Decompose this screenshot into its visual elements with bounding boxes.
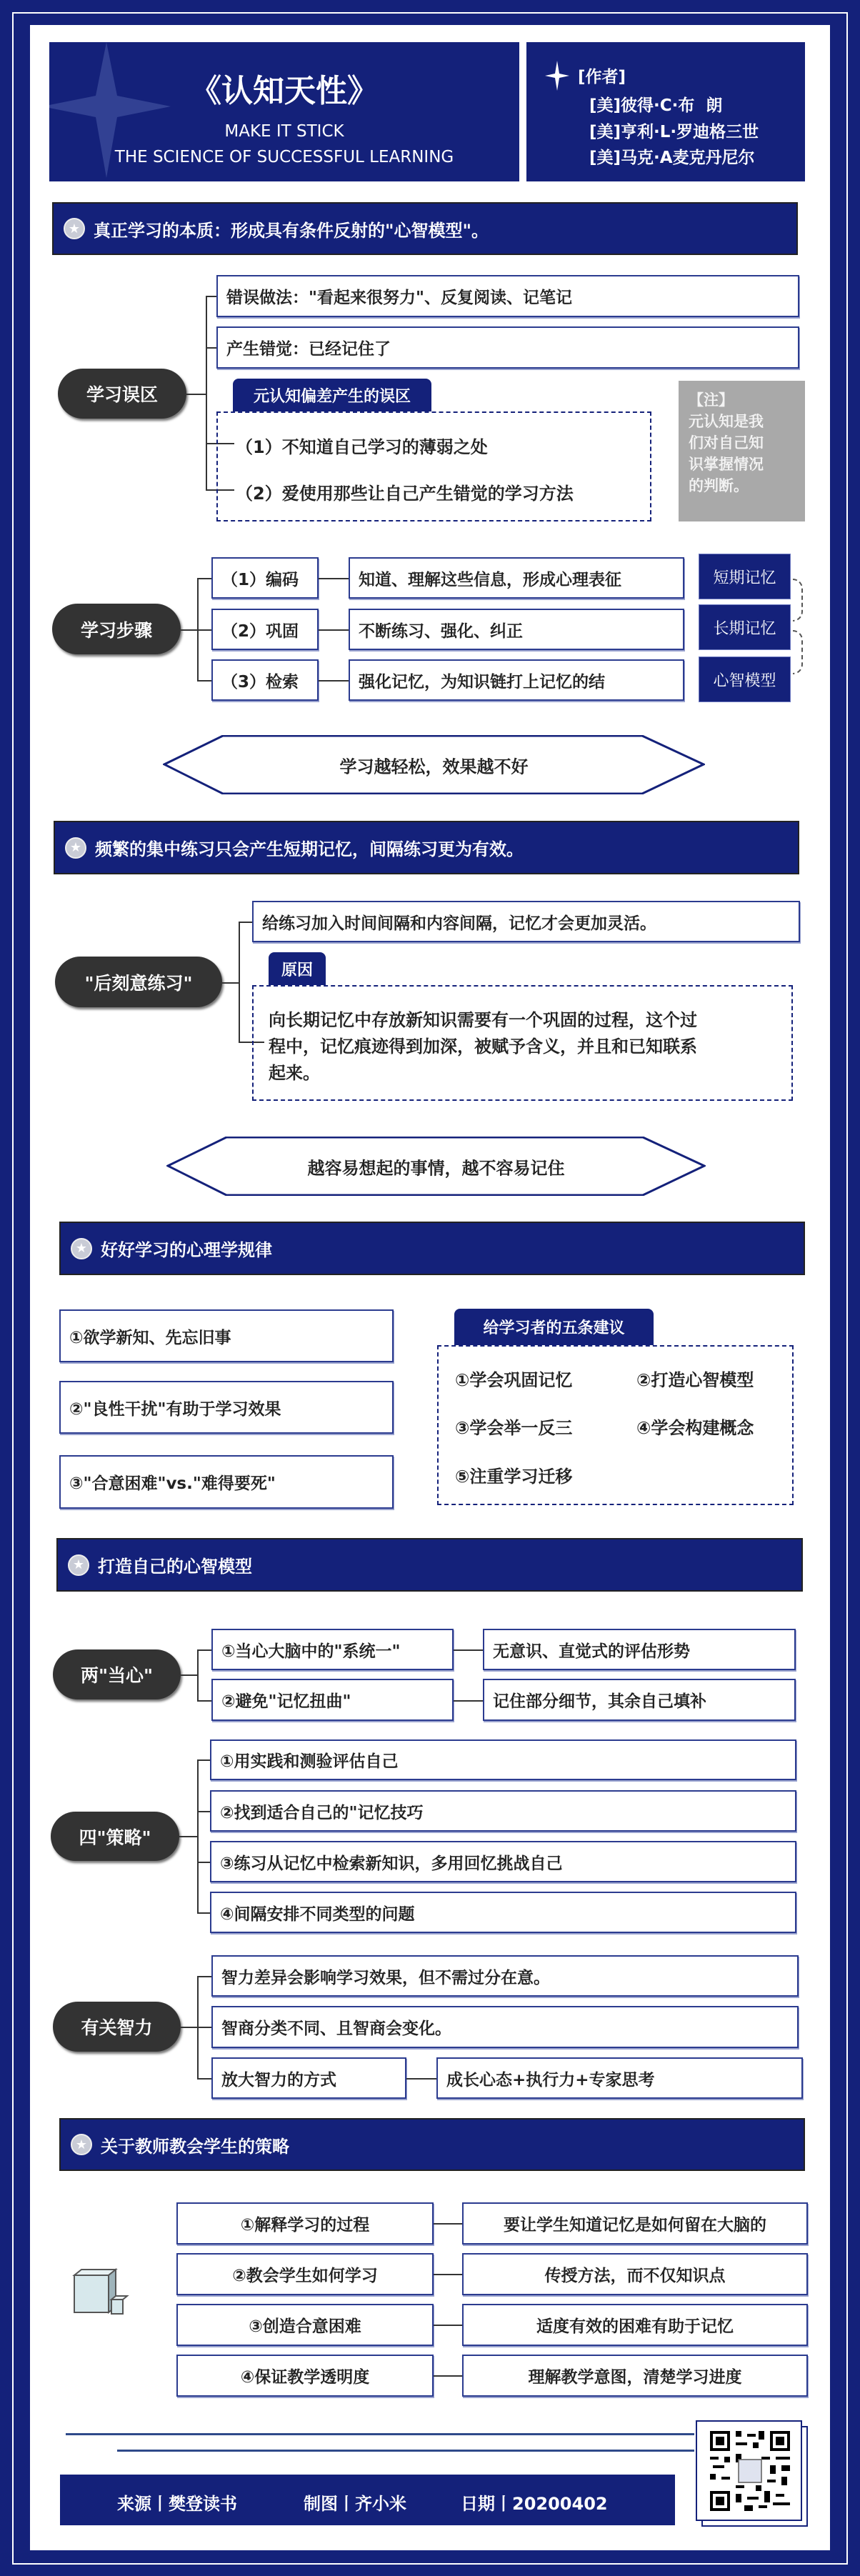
footer-divider xyxy=(117,2450,694,2452)
connector-line xyxy=(319,629,349,631)
connector-line xyxy=(181,1674,197,1676)
law-row: ②"良性干扰"有助于学习效果 xyxy=(59,1381,394,1434)
caution-item: ①当心大脑中的"系统一" xyxy=(211,1629,454,1670)
node-learning-steps: 学习步骤 xyxy=(52,604,181,654)
connector-line xyxy=(181,629,197,631)
connector-line xyxy=(454,1649,483,1651)
law-row: ③"合意困难"vs."难得要死" xyxy=(59,1455,394,1509)
connector-line xyxy=(197,2078,211,2080)
tip-item: ③学会举一反三 xyxy=(455,1418,573,1438)
banner-easy-recall xyxy=(166,1137,706,1196)
author-2: [美]亨利·L·罗迪格三世 xyxy=(589,123,759,141)
reason-line: 起来。 xyxy=(269,1063,320,1083)
connector-line xyxy=(197,1700,211,1702)
footer-maker: 制图丨齐小米 xyxy=(304,2494,406,2514)
connector-line xyxy=(197,2027,211,2028)
connector-line xyxy=(434,2223,462,2225)
reason-line: 程中，记忆痕迹得到加深，被赋予含义，并且和已知联系 xyxy=(269,1037,697,1057)
connector-line xyxy=(197,1976,211,1977)
tip-item: ④学会构建概念 xyxy=(636,1418,754,1438)
connector-line xyxy=(406,2078,436,2080)
connector-line xyxy=(197,629,211,631)
connector-line xyxy=(434,2274,462,2275)
note-line: 识掌握情况 xyxy=(689,456,764,473)
section-heading-text: 真正学习的本质：形成具有条件反射的"心智模型"。 xyxy=(94,220,489,241)
book-title: 《认知天性》 xyxy=(190,73,379,109)
step-description: 不断练习、强化、纠正 xyxy=(349,609,684,650)
section-heading-5 xyxy=(59,2118,805,2171)
author-3: [美]马克·A麦克丹尼尔 xyxy=(589,149,755,167)
section-heading-text: 打造自己的心智模型 xyxy=(98,1557,252,1577)
connector-line xyxy=(197,1649,211,1651)
note-box xyxy=(679,381,805,521)
connector-line xyxy=(434,2375,462,2377)
connector-line xyxy=(319,680,349,682)
footer-source: 来源丨樊登读书 xyxy=(117,2494,237,2514)
connector-line xyxy=(206,347,216,349)
caution-description: 无意识、直觉式的评估形势 xyxy=(483,1629,796,1670)
banner-text: 学习越轻松，效果越不好 xyxy=(339,757,529,777)
banner-text: 越容易想起的事情，越不容易记住 xyxy=(307,1158,565,1178)
teacher-strategy: ③创造合意困难 xyxy=(176,2304,434,2346)
mistake-row: 错误做法："看起来很努力"、反复阅读、记笔记 xyxy=(216,275,799,317)
metacognition-tab: 元认知偏差产生的误区 xyxy=(233,379,431,411)
teacher-strategy: ①解释学习的过程 xyxy=(176,2202,434,2245)
node-deliberate-practice: "后刻意练习" xyxy=(55,957,222,1007)
title-box xyxy=(49,42,519,181)
section-heading-text: 频繁的集中练习只会产生短期记忆，间隔练习更为有效。 xyxy=(95,839,524,859)
connector-line xyxy=(454,1700,483,1702)
footer-divider xyxy=(66,2433,694,2435)
section-heading-text: 关于教师教会学生的策略 xyxy=(101,2136,289,2157)
author-box xyxy=(526,42,805,181)
strategy-row: ②找到适合自己的"记忆技巧 xyxy=(210,1790,796,1832)
connector-line xyxy=(222,982,239,984)
book-subtitle-1: MAKE IT STICK xyxy=(224,122,344,141)
connector-line xyxy=(206,296,207,489)
tip-item: ①学会巩固记忆 xyxy=(455,1370,573,1390)
section-heading-1 xyxy=(52,202,798,255)
strategy-row: ③练习从记忆中检索新知识，多用回忆挑战自己 xyxy=(210,1841,796,1882)
author-label: [作者] xyxy=(578,68,626,86)
reason-line: 向长期记忆中存放新知识需要有一个巩固的过程，这个过 xyxy=(269,1010,697,1030)
section-heading-3 xyxy=(59,1222,805,1275)
connector-line xyxy=(206,296,216,297)
teacher-strategy-description: 要让学生知道记忆是如何留在大脑的 xyxy=(462,2202,808,2245)
intelligence-method: 放大智力的方式 xyxy=(211,2057,406,2099)
cube-icon xyxy=(71,2268,130,2317)
metacognition-item: （2）爱使用那些让自己产生错觉的学习方法 xyxy=(236,484,574,504)
node-learning-mistakes: 学习误区 xyxy=(58,369,186,419)
connector-line xyxy=(197,680,211,682)
teacher-strategy: ②教会学生如何学习 xyxy=(176,2253,434,2295)
banner-easy-learning xyxy=(163,735,705,794)
section-heading-2 xyxy=(54,821,799,874)
footer-date: 日期丨20200402 xyxy=(461,2494,608,2514)
bracket-arrow-icon xyxy=(793,630,803,674)
memory-tag: 心智模型 xyxy=(699,657,791,702)
note-line: 的判断。 xyxy=(689,477,749,494)
book-subtitle-2: THE SCIENCE OF SUCCESSFUL LEARNING xyxy=(114,148,454,166)
law-row: ①欲学新知、先忘旧事 xyxy=(59,1309,394,1362)
tip-item: ②打造心智模型 xyxy=(636,1370,754,1390)
star-circle-icon: ★ xyxy=(68,1554,89,1576)
connector-line xyxy=(239,922,252,923)
connector-line xyxy=(197,1649,199,1700)
memory-tag: 短期记忆 xyxy=(699,554,791,599)
teacher-strategy: ④保证教学透明度 xyxy=(176,2355,434,2397)
footer-bar xyxy=(60,2475,675,2525)
connector-line xyxy=(197,1759,199,1912)
node-two-cautions: 两"当心" xyxy=(53,1649,181,1699)
note-line: 【注】 xyxy=(689,391,734,409)
author-1: [美]彼得·C·布 朗 xyxy=(589,96,723,115)
intelligence-row: 智力差异会影响学习效果，但不需过分在意。 xyxy=(211,1955,799,1997)
caution-item: ②避免"记忆扭曲" xyxy=(211,1679,454,1721)
star-circle-icon: ★ xyxy=(71,1238,92,1259)
connector-line xyxy=(197,1811,210,1812)
connector-line xyxy=(181,2027,197,2028)
teacher-strategy-description: 适度有效的困难有助于记忆 xyxy=(462,2304,808,2346)
intelligence-method-description: 成长心态+执行力+专家思考 xyxy=(436,2057,803,2099)
connector-line xyxy=(197,1912,210,1914)
teacher-strategy-description: 传授方法，而不仅知识点 xyxy=(462,2253,808,2295)
note-line: 们对自己知 xyxy=(689,434,764,451)
metacognition-item: （1）不知道自己学习的薄弱之处 xyxy=(236,437,488,457)
sparkle-icon xyxy=(545,61,569,91)
metacognition-dashed-box xyxy=(216,411,651,521)
strategy-row: ④间隔安排不同类型的问题 xyxy=(210,1892,796,1933)
mistake-row: 产生错觉：已经记住了 xyxy=(216,326,799,369)
section-heading-text: 好好学习的心理学规律 xyxy=(101,1240,272,1260)
memory-tag: 长期记忆 xyxy=(699,604,791,650)
star-circle-icon: ★ xyxy=(65,837,86,859)
qr-code-icon xyxy=(710,2429,790,2513)
step-description: 强化记忆，为知识链打上记忆的结 xyxy=(349,659,684,701)
connector-line xyxy=(179,1836,197,1837)
star-circle-icon: ★ xyxy=(64,218,85,239)
connector-line xyxy=(239,922,240,1042)
step-label: （1）编码 xyxy=(211,557,319,599)
star-circle-icon: ★ xyxy=(71,2134,92,2155)
connector-line xyxy=(197,1862,210,1863)
step-description: 知道、理解这些信息，形成心理表征 xyxy=(349,557,684,599)
teacher-strategy-description: 理解教学意图，清楚学习进度 xyxy=(462,2355,808,2397)
reason-tab: 原因 xyxy=(269,952,326,985)
connector-line xyxy=(186,394,206,395)
step-label: （3）检索 xyxy=(211,659,319,701)
caution-description: 记住部分细节，其余自己填补 xyxy=(483,1679,796,1721)
node-intelligence: 有关智力 xyxy=(53,2002,181,2052)
note-line: 元认知是我 xyxy=(689,413,764,430)
tips-tab: 给学习者的五条建议 xyxy=(454,1309,654,1345)
step-label: （2）巩固 xyxy=(211,609,319,650)
connector-line xyxy=(319,578,349,579)
connector-line xyxy=(434,2325,462,2326)
tip-item: ⑤注重学习迁移 xyxy=(455,1467,573,1487)
section-heading-4 xyxy=(56,1538,803,1592)
connector-line xyxy=(197,1759,210,1761)
qr-code[interactable] xyxy=(696,2420,802,2521)
node-four-strategies: 四"策略" xyxy=(51,1812,179,1861)
practice-row: 给练习加入时间间隔和内容间隔，记忆才会更加灵活。 xyxy=(252,901,800,942)
connector-line xyxy=(197,578,211,579)
strategy-row: ①用实践和测验评估自己 xyxy=(210,1739,796,1780)
intelligence-row: 智商分类不同、且智商会变化。 xyxy=(211,2006,799,2048)
bracket-arrow-icon xyxy=(793,579,803,621)
